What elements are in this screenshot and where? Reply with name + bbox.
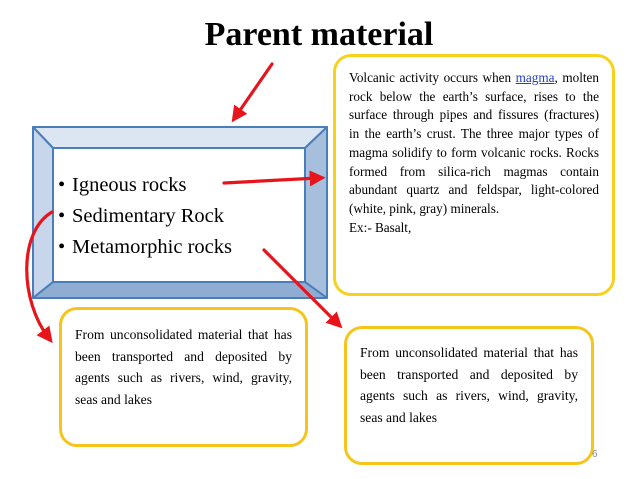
magma-link[interactable]: magma [515, 70, 555, 85]
metamorphic-info-text: From unconsolidated material that has been transported and deposited by agents such as rivers, wind, gravity, seas and lakes [360, 345, 578, 425]
sedimentary-info-box [59, 307, 308, 447]
rock-types-list [58, 170, 232, 263]
bevel-left-face [33, 127, 53, 298]
list-item-igneous [58, 170, 232, 201]
page-number: 6 [592, 449, 598, 460]
bullet-icon: • [58, 205, 66, 227]
bevel-top-face [33, 127, 327, 148]
slide-title: Parent material [204, 16, 434, 53]
list-item-metamorphic [58, 232, 232, 263]
rock-type-label: Igneous rocks [72, 174, 187, 196]
volcanic-text-start: Volcanic activity occurs when [349, 70, 516, 85]
metamorphic-info-box [344, 326, 594, 465]
rock-type-label: Metamorphic rocks [72, 236, 232, 258]
volcanic-text-rest: , molten rock below the earth’s surface, rises to the surface through pipes and fissures (fractures) in the earth’s crust. The three major types of magma solidify to form volcanic rocks. Rocks formed from silica-rich magmas contain abundant quartz and feldspar, light-colored (white, pink, gray) minerals. [349, 70, 599, 216]
sedimentary-info-text: From unconsolidated material that has been transported and deposited by agents such as rivers, wind, gravity, seas and lakes [75, 327, 292, 407]
volcanic-info-box [333, 54, 615, 296]
list-item-sedimentary [58, 201, 232, 232]
bullet-icon: • [58, 236, 66, 258]
bevel-right-face [305, 127, 327, 298]
volcanic-example: Ex:- Basalt, [349, 219, 412, 235]
rock-type-label: Sedimentary Rock [72, 205, 225, 227]
bullet-icon: • [58, 174, 66, 196]
bevel-bottom-face [33, 282, 327, 298]
